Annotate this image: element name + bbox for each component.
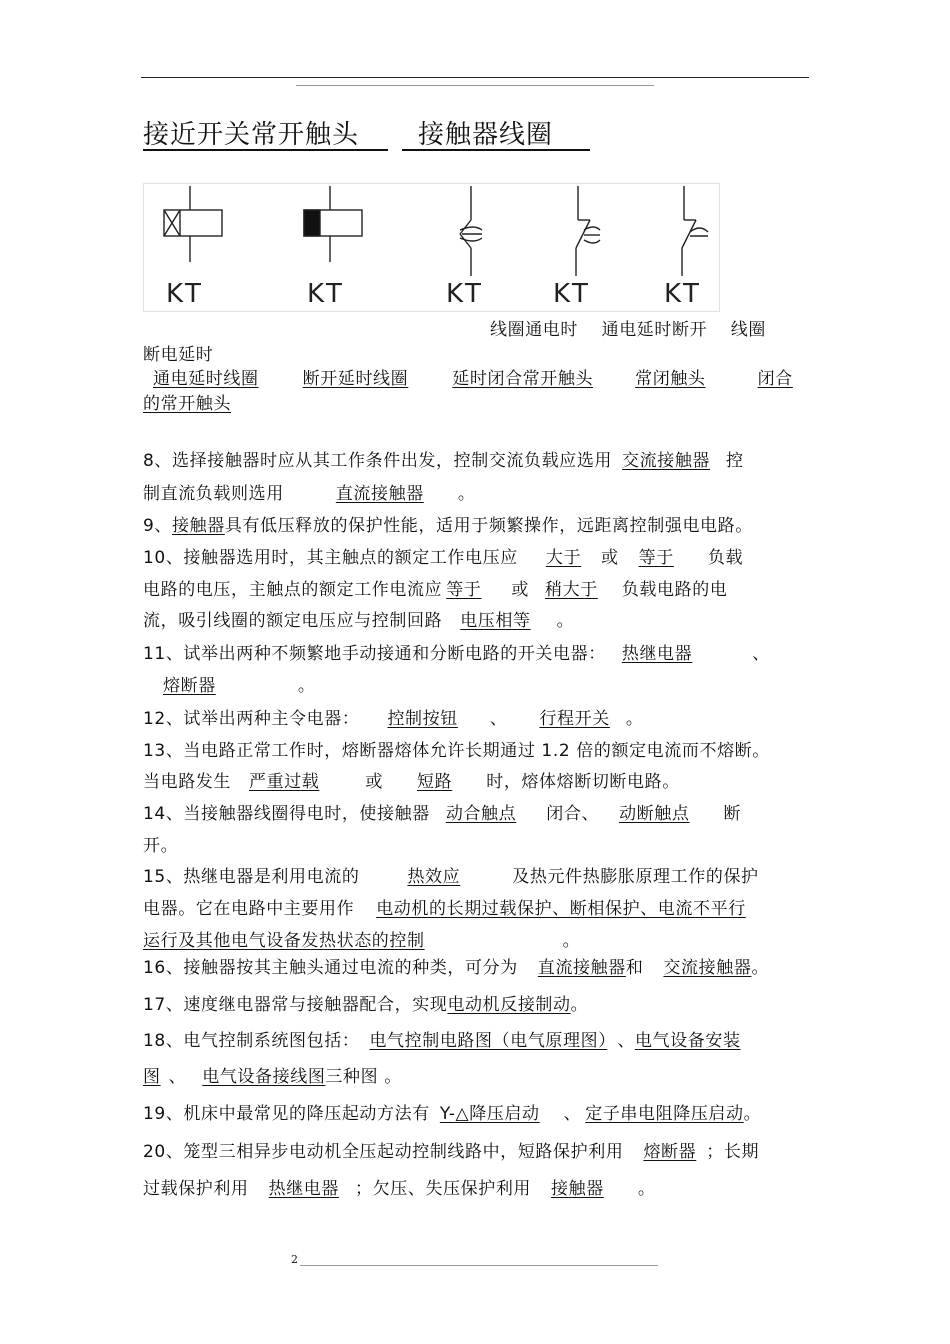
q17-line: 17、速度继电器常与接触器配合，实现电动机反接制动。 bbox=[143, 995, 589, 1015]
q10-answer-c: 等于 bbox=[446, 580, 482, 600]
q18-answer-b-cont: 图 bbox=[143, 1067, 161, 1087]
header-rule bbox=[141, 77, 809, 78]
footer-rule bbox=[300, 1265, 658, 1266]
symbol-caption-line1: 线圈通电时 通电延时断开 线圈 bbox=[490, 320, 767, 340]
q15-line3: 运行及其他电气设备发热状态的控制 。 bbox=[143, 931, 581, 951]
heading-right-underline bbox=[402, 149, 590, 151]
q20-line2: 过载保护利用 热继电器 ；欠压、失压保护利用 接触器 。 bbox=[143, 1179, 656, 1199]
kt-label-4: KT bbox=[553, 279, 592, 309]
q15-line1: 15、热继电器是利用电流的 热效应 及热元件热膨胀原理工作的保护 bbox=[143, 867, 759, 887]
q11-answer-1: 热继电器 bbox=[621, 644, 693, 664]
symbol-caption-line2: 断电延时 bbox=[143, 345, 214, 365]
answer-5: 闭合 bbox=[757, 369, 793, 389]
q15-answer-2: 电动机的长期过载保护、断相保护、电流不平行 bbox=[376, 899, 746, 919]
q20-answer-1: 熔断器 bbox=[643, 1142, 697, 1162]
q20-answer-2: 热继电器 bbox=[268, 1179, 340, 1199]
answers-row-cont bbox=[143, 389, 277, 414]
q18-answer-a: 电气控制电路图（电气原理图） bbox=[369, 1031, 608, 1051]
q14-line2: 开。 bbox=[143, 836, 179, 856]
q10-answer-d: 稍大于 bbox=[545, 580, 598, 600]
q17-answer: 电动机反接制动 bbox=[447, 995, 571, 1015]
q8-line1: 8、选择接触器时应从其工作条件出发，控制交流负载应选用 交流接触器 控 bbox=[143, 451, 744, 471]
no-contact-symbol bbox=[682, 186, 708, 276]
nc-contact-symbol bbox=[576, 186, 600, 276]
q15-answer-3: 运行及其他电气设备发热状态的控制 bbox=[143, 931, 425, 951]
q10-line3: 流，吸引线圈的额定电压应与控制回路 电压相等 。 bbox=[143, 611, 575, 631]
q8-answer-1: 交流接触器 bbox=[622, 451, 711, 471]
q20-line1: 20、笼型三相异步电动机全压起动控制线路中，短路保护利用 熔断器 ；长期 bbox=[143, 1142, 760, 1162]
q11-line1: 11、试举出两种不频繁地手动接通和分断电路的开关电器： 热继电器 、 bbox=[143, 644, 770, 664]
relay-symbols-figure bbox=[143, 183, 720, 312]
delay-close-contact-symbol bbox=[460, 186, 482, 276]
q10-answer-b: 等于 bbox=[638, 548, 674, 568]
q12-line: 12、试举出两种主令电器： 控制按钮 、 行程开关 。 bbox=[143, 709, 644, 729]
q13-answer-b: 短路 bbox=[417, 772, 453, 792]
q19-answer-a: Y-△降压启动 bbox=[439, 1104, 540, 1124]
heading-left: 接近开关常开触头 bbox=[143, 120, 360, 150]
q19-answer-b: 定子串电阻降压启动 bbox=[585, 1104, 744, 1124]
answer-2: 断开延时线圈 bbox=[302, 369, 409, 389]
relay-symbols-svg bbox=[144, 184, 719, 311]
kt-label-2: KT bbox=[307, 279, 346, 309]
q18-answer-c: 电气设备接线图 bbox=[202, 1067, 326, 1087]
q14-answer-b: 动断触点 bbox=[619, 804, 690, 824]
off-delay-coil-symbol bbox=[304, 186, 362, 262]
q18-line2: 图 、 电气设备接线图三种图 。 bbox=[143, 1067, 402, 1087]
answer-4: 常闭触头 bbox=[635, 369, 706, 389]
q8-line2: 制直流负载则选用 直流接触器 。 bbox=[143, 484, 476, 504]
q19-line: 19、机床中最常见的降压起动方法有 Y-△降压启动 、 定子串电阻降压启动。 bbox=[143, 1104, 762, 1124]
q15-line2: 电器。它在电路中主要用作 电动机的长期过载保护、断相保护、电流不平行 bbox=[143, 899, 746, 919]
q11-answer-2: 熔断器 bbox=[163, 676, 216, 696]
q13-line2: 当电路发生 严重过载 或 短路 时，熔体熔断切断电路。 bbox=[143, 772, 680, 792]
heading-right: 接触器线圈 bbox=[418, 120, 554, 150]
q20-answer-3: 接触器 bbox=[551, 1179, 604, 1199]
kt-label-1: KT bbox=[166, 279, 205, 309]
q9-answer: 接触器 bbox=[172, 516, 225, 536]
answer-3: 延时闭合常开触头 bbox=[452, 369, 594, 389]
q10-line1: 10、接触器选用时，其主触点的额定工作电压应 大于 或 等于 负载 bbox=[143, 548, 744, 568]
q14-line1: 14、当接触器线圈得电时，使接触器 动合触点 闭合、 动断触点 断 bbox=[143, 804, 742, 824]
kt-label-3: KT bbox=[446, 279, 485, 309]
q10-answer-e: 电压相等 bbox=[460, 611, 531, 631]
kt-label-5: KT bbox=[664, 279, 703, 309]
q15-answer-1: 热效应 bbox=[407, 867, 461, 887]
q10-line2: 电路的电压，主触点的额定工作电流应 等于 或 稍大于 负载电路的电 bbox=[143, 580, 728, 600]
q10-answer-a: 大于 bbox=[545, 548, 582, 568]
q9-line: 9、接触器具有低压释放的保护性能，适用于频繁操作，远距离控制强电电路。 bbox=[143, 516, 753, 536]
q12-answer-a: 控制按钮 bbox=[387, 709, 458, 729]
q14-answer-a: 动合触点 bbox=[445, 804, 517, 824]
answer-5-cont: 的常开触头 bbox=[143, 394, 231, 414]
q8-answer-2: 直流接触器 bbox=[335, 484, 424, 504]
q18-answer-b: 电气设备安装 bbox=[634, 1031, 741, 1051]
answer-1: 通电延时线圈 bbox=[153, 369, 259, 389]
q13-line1: 13、当电路正常工作时，熔断器熔体允许长期通过 1.2 倍的额定电流而不熔断。 bbox=[143, 741, 770, 761]
heading-left-underline bbox=[143, 149, 388, 151]
q13-answer-a: 严重过载 bbox=[249, 772, 320, 792]
q18-line1: 18、电气控制系统图包括： 电气控制电路图（电气原理图） 、电气设备安装 bbox=[143, 1031, 741, 1051]
header-subrule bbox=[296, 85, 654, 86]
q11-line2: 熔断器 。 bbox=[143, 671, 315, 696]
on-delay-coil-symbol bbox=[164, 186, 222, 262]
q12-answer-b: 行程开关 bbox=[539, 709, 610, 729]
q16-line: 16、接触器按其主触头通过电流的种类，可分为 直流接触器和 交流接触器。 bbox=[143, 958, 770, 978]
q16-answer-b: 交流接触器 bbox=[663, 958, 752, 978]
answers-row bbox=[143, 364, 793, 389]
page-number: 2 bbox=[291, 1253, 298, 1266]
q16-answer-a: 直流接触器 bbox=[537, 958, 626, 978]
